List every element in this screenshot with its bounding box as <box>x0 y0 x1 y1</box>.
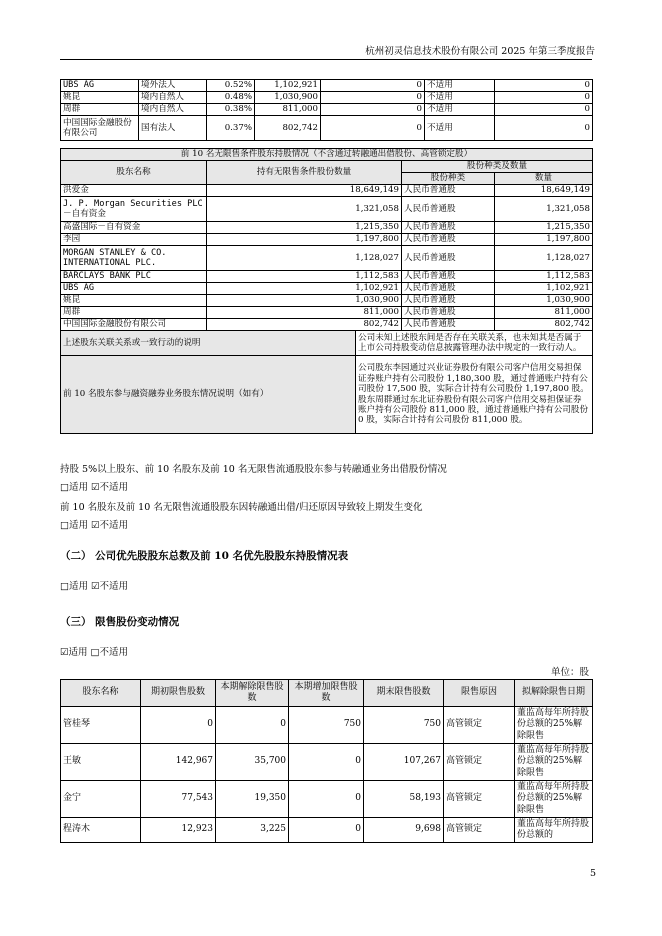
restricted-shares-table <box>60 679 593 843</box>
table-header-row <box>61 680 593 707</box>
restricted-shares: 0 <box>321 116 425 141</box>
unrestricted-shares: 1,215,350 <box>207 222 402 234</box>
share-quantity: 1,112,583 <box>495 271 593 283</box>
table-row <box>61 234 593 246</box>
column-header-type-group: 股份种类及数量 <box>402 161 593 173</box>
unrestricted-shares: 1,112,583 <box>207 271 402 283</box>
table-title-row <box>61 149 593 161</box>
share-quantity: 811,000 <box>495 307 593 319</box>
pledge-quantity: 0 <box>495 116 593 141</box>
shareholder-nature: 境内自然人 <box>139 92 207 104</box>
added-restricted: 0 <box>289 744 364 781</box>
shareholder-name: 姚昆 <box>61 295 207 307</box>
holding-shares: 1,030,900 <box>255 92 321 104</box>
unrestricted-shares: 18,649,149 <box>207 185 402 197</box>
shareholder-name: UBS AG <box>61 283 207 295</box>
share-type: 人民币普通股 <box>402 307 495 319</box>
relation-label: 上述股东关联关系或一致行动的说明 <box>61 331 356 356</box>
lending-change-note-options: □适用 ☑不适用 <box>60 520 129 531</box>
shareholder-nature: 境外法人 <box>139 80 207 92</box>
holding-ratio: 0.38% <box>207 104 255 116</box>
header-divider <box>60 59 592 60</box>
share-quantity: 1,030,900 <box>495 295 593 307</box>
pledge-quantity: 0 <box>495 92 593 104</box>
release-date: 董监高每年所持股份总额的25%解除限售 <box>515 744 593 781</box>
unit-label: 单位：股 <box>550 667 589 678</box>
table-row <box>61 116 593 141</box>
share-quantity: 1,321,058 <box>495 197 593 222</box>
table-row <box>61 307 593 319</box>
holding-ratio: 0.37% <box>207 116 255 141</box>
table-row <box>61 319 593 331</box>
released-restricted: 3,225 <box>216 818 289 843</box>
restriction-reason: 高管锁定 <box>444 781 515 818</box>
table-row <box>61 197 593 222</box>
column-header-shares: 持有无限售条件股份数量 <box>207 161 402 185</box>
restriction-reason: 高管锁定 <box>444 818 515 843</box>
restricted-shares: 0 <box>321 80 425 92</box>
table-row <box>61 356 593 434</box>
column-header: 本期增加限售股数 <box>289 680 364 707</box>
unrestricted-shareholders-table <box>60 148 593 434</box>
shareholder-name: 周群 <box>61 307 207 319</box>
section-preferred-shares-title: （二） 公司优先股股东总数及前 10 名优先股股东持股情况表 <box>60 550 349 562</box>
margin-trading-text: 公司股东李园通过兴业证券股份有限公司客户信用交易担保证券账户持有公司股份 1,180,300 股，通过普通账户持有公司股份 17,500 股，实际合计持有公司股份 1,197,800 股。股东周群通过东北证券股份有限公司客户信用交易担保证券账户持有公司股份 811,000 股，通过普通账户持有公司股份 0 股，实际合计持有公司股份 811,000 股。 <box>356 356 593 434</box>
holding-ratio: 0.52% <box>207 80 255 92</box>
released-restricted: 0 <box>216 707 289 744</box>
column-header: 限售原因 <box>444 680 515 707</box>
shareholder-nature: 境内自然人 <box>139 104 207 116</box>
table-row <box>61 246 593 271</box>
column-header: 本期解除限售股数 <box>216 680 289 707</box>
share-quantity: 1,197,800 <box>495 234 593 246</box>
column-header-name: 股东名称 <box>61 161 207 185</box>
shareholder-name: 王敏 <box>61 744 141 781</box>
table-row <box>61 707 593 744</box>
table-row <box>61 781 593 818</box>
share-quantity: 1,128,027 <box>495 246 593 271</box>
holding-ratio: 0.48% <box>207 92 255 104</box>
shareholder-name: 周群 <box>61 104 139 116</box>
table-row <box>61 283 593 295</box>
share-quantity: 1,102,921 <box>495 283 593 295</box>
shareholder-name: UBS AG <box>61 80 139 92</box>
restriction-reason: 高管锁定 <box>444 707 515 744</box>
share-type: 人民币普通股 <box>402 271 495 283</box>
section-restricted-shares-options: ☑适用 □不适用 <box>60 647 129 658</box>
report-header: 杭州初灵信息技术股份有限公司 2025 年第三季度报告 <box>365 46 595 57</box>
release-date: 董监高每年所持股份总额的 <box>515 818 593 843</box>
top10-shareholders-tail-table <box>60 79 593 141</box>
share-type: 人民币普通股 <box>402 295 495 307</box>
restricted-shares: 0 <box>321 104 425 116</box>
column-header: 拟解除限售日期 <box>515 680 593 707</box>
unrestricted-shares: 1,030,900 <box>207 295 402 307</box>
added-restricted: 0 <box>289 818 364 843</box>
shareholder-name: 中国国际金融股份有限公司 <box>61 116 139 141</box>
column-header: 股东名称 <box>61 680 141 707</box>
closing-restricted: 750 <box>364 707 444 744</box>
table-row <box>61 744 593 781</box>
added-restricted: 750 <box>289 707 364 744</box>
unrestricted-shares: 1,321,058 <box>207 197 402 222</box>
unrestricted-shares: 802,742 <box>207 319 402 331</box>
added-restricted: 0 <box>289 781 364 818</box>
unrestricted-shares: 1,102,921 <box>207 283 402 295</box>
share-type: 人民币普通股 <box>402 283 495 295</box>
shareholder-name: BARCLAYS BANK PLC <box>61 271 207 283</box>
table-row <box>61 92 593 104</box>
restriction-reason: 高管锁定 <box>444 744 515 781</box>
released-restricted: 35,700 <box>216 744 289 781</box>
share-type: 人民币普通股 <box>402 234 495 246</box>
column-header: 期初限售股数 <box>141 680 216 707</box>
column-header-qty: 数量 <box>495 173 593 185</box>
table-header-row <box>61 161 593 173</box>
share-type: 人民币普通股 <box>402 197 495 222</box>
opening-restricted: 142,967 <box>141 744 216 781</box>
shareholder-name: 高盛国际－自有资金 <box>61 222 207 234</box>
relation-text: 公司未知上述股东间是否存在关联关系，也未知其是否属于上市公司持股变动信息披露管理办法中规定的一致行动人。 <box>356 331 593 356</box>
shareholder-nature: 国有法人 <box>139 116 207 141</box>
column-header: 期末限售股数 <box>364 680 444 707</box>
shareholder-name: MORGAN STANLEY & CO. INTERNATIONAL PLC. <box>61 246 207 271</box>
table-row <box>61 80 593 92</box>
share-type: 人民币普通股 <box>402 246 495 271</box>
release-date: 董监高每年所持股份总额的25%解除限售 <box>515 707 593 744</box>
closing-restricted: 107,267 <box>364 744 444 781</box>
lending-change-note: 前 10 名股东及前 10 名无限售流通股股东因转融通出借/归还原因导致较上期发生变化 <box>60 502 423 513</box>
closing-restricted: 58,193 <box>364 781 444 818</box>
shareholder-name: 姚昆 <box>61 92 139 104</box>
page-number: 5 <box>590 868 597 879</box>
holding-shares: 802,742 <box>255 116 321 141</box>
pledge-status: 不适用 <box>425 104 495 116</box>
table-row <box>61 104 593 116</box>
release-date: 董监高每年所持股份总额的25%解除限售 <box>515 781 593 818</box>
unrestricted-shares: 811,000 <box>207 307 402 319</box>
shareholder-name: 管桂琴 <box>61 707 141 744</box>
holding-shares: 1,102,921 <box>255 80 321 92</box>
share-type: 人民币普通股 <box>402 222 495 234</box>
table-row <box>61 185 593 197</box>
shareholder-name: 洪爱金 <box>61 185 207 197</box>
share-quantity: 802,742 <box>495 319 593 331</box>
holding-shares: 811,000 <box>255 104 321 116</box>
opening-restricted: 12,923 <box>141 818 216 843</box>
section-restricted-shares-title: （三） 限售股份变动情况 <box>60 616 180 628</box>
pledge-status: 不适用 <box>425 92 495 104</box>
table-row <box>61 331 593 356</box>
opening-restricted: 77,543 <box>141 781 216 818</box>
shareholder-name: 程涛木 <box>61 818 141 843</box>
table-row <box>61 818 593 843</box>
shareholder-name: 中国国际金融股份有限公司 <box>61 319 207 331</box>
pledge-quantity: 0 <box>495 104 593 116</box>
column-header-type: 股份种类 <box>402 173 495 185</box>
restricted-shares: 0 <box>321 92 425 104</box>
share-type: 人民币普通股 <box>402 319 495 331</box>
shareholder-name: 李园 <box>61 234 207 246</box>
share-quantity: 1,215,350 <box>495 222 593 234</box>
shareholder-name: 金宁 <box>61 781 141 818</box>
share-quantity: 18,649,149 <box>495 185 593 197</box>
shareholder-name: J. P. Morgan Securities PLC －自有资金 <box>61 197 207 222</box>
lending-note-options: □适用 ☑不适用 <box>60 482 129 493</box>
margin-trading-label: 前 10 名股东参与融资融券业务股东情况说明（如有） <box>61 356 356 434</box>
table-row <box>61 295 593 307</box>
unrestricted-shares: 1,197,800 <box>207 234 402 246</box>
pledge-status: 不适用 <box>425 80 495 92</box>
pledge-quantity: 0 <box>495 80 593 92</box>
lending-note: 持股 5%以上股东、前 10 名股东及前 10 名无限售流通股股东参与转融通业务出借股份情况 <box>60 464 447 475</box>
released-restricted: 19,350 <box>216 781 289 818</box>
share-type: 人民币普通股 <box>402 185 495 197</box>
table-row <box>61 222 593 234</box>
section-preferred-shares-options: □适用 ☑不适用 <box>60 581 129 592</box>
pledge-status: 不适用 <box>425 116 495 141</box>
table-row <box>61 271 593 283</box>
unrestricted-shares: 1,128,027 <box>207 246 402 271</box>
opening-restricted: 0 <box>141 707 216 744</box>
table-title: 前 10 名无限售条件股东持股情况（不含通过转融通出借股份、高管锁定股） <box>61 149 593 161</box>
closing-restricted: 9,698 <box>364 818 444 843</box>
